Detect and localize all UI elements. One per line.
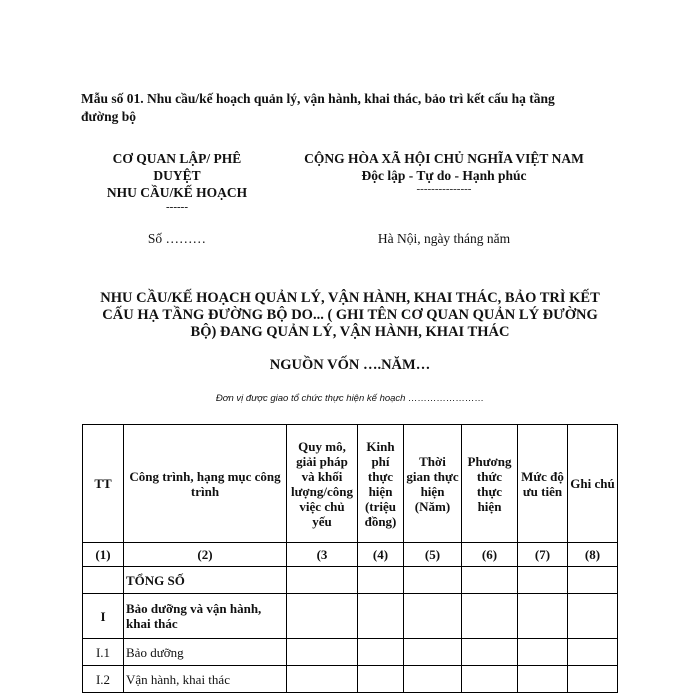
table-cell <box>518 594 568 639</box>
table-cell <box>287 594 358 639</box>
row-tt: I.2 <box>83 666 124 693</box>
column-number: (4) <box>358 543 404 567</box>
row-item: TỔNG SỐ <box>124 567 287 594</box>
main-title-line-1: NHU CẦU/KẾ HOẠCH QUẢN LÝ, VẬN HÀNH, KHAI THÁC, BẢO TRÌ KẾT <box>100 290 600 306</box>
table-cell <box>287 639 358 666</box>
main-title-line-2: CẤU HẠ TẦNG ĐƯỜNG BỘ DO... ( GHI TÊN CƠ QUAN QUẢN LÝ ĐƯỜNG <box>102 307 598 323</box>
place-date: Hà Nội, ngày tháng năm <box>377 231 511 246</box>
header-cost: Kinh phí thực hiện (triệu đồng) <box>358 425 404 543</box>
header-item: Công trình, hạng mục công trình <box>124 425 287 543</box>
table-cell <box>568 567 618 594</box>
national-motto: Độc lập - Tự do - Hạnh phúc <box>361 168 527 183</box>
row-item: Bảo dưỡng và vận hành, khai thác <box>124 594 287 639</box>
header-tt: TT <box>83 425 124 543</box>
motto-divider: --------------- <box>416 183 472 195</box>
column-number: (6) <box>462 543 518 567</box>
table-row <box>83 666 618 693</box>
row-item: Vận hành, khai thác <box>124 666 287 693</box>
column-number-row <box>83 543 618 567</box>
header-priority: Mức độ ưu tiên <box>518 425 568 543</box>
table-cell <box>358 639 404 666</box>
table-cell <box>462 594 518 639</box>
table-cell <box>518 639 568 666</box>
table-cell <box>568 639 618 666</box>
column-number: (3 <box>287 543 358 567</box>
table-cell <box>358 594 404 639</box>
agency-line-1: CƠ QUAN LẬP/ PHÊ <box>112 151 242 166</box>
column-number: (8) <box>568 543 618 567</box>
table-cell <box>462 639 518 666</box>
header-time: Thời gian thực hiện (Năm) <box>404 425 462 543</box>
table-cell <box>568 594 618 639</box>
table-cell <box>462 567 518 594</box>
row-tt <box>83 567 124 594</box>
table-cell <box>358 567 404 594</box>
table-cell <box>462 666 518 693</box>
table-cell <box>518 567 568 594</box>
table-cell <box>404 594 462 639</box>
table-cell <box>568 666 618 693</box>
table-cell <box>404 666 462 693</box>
form-title-line-2: đường bộ <box>81 109 136 124</box>
table-cell <box>404 567 462 594</box>
main-title-line-3: BỘ) ĐANG QUẢN LÝ, VẬN HÀNH, KHAI THÁC <box>190 324 510 340</box>
table-cell <box>287 567 358 594</box>
capital-source-title: NGUỒN VỐN ….NĂM… <box>269 357 431 373</box>
table-cell <box>358 666 404 693</box>
agency-divider: ------ <box>166 201 188 213</box>
table-row <box>83 567 618 594</box>
header-method: Phương thức thực hiện <box>462 425 518 543</box>
agency-line-3: NHU CẦU/KẾ HOẠCH <box>106 185 248 200</box>
agency-line-2: DUYỆT <box>153 168 201 183</box>
row-tt: I.1 <box>83 639 124 666</box>
table-cell <box>404 639 462 666</box>
document-number: Số ……… <box>147 231 207 246</box>
header-scope: Quy mô, giải pháp và khối lượng/công việc chủ yếu <box>287 425 358 543</box>
table-row <box>83 594 618 639</box>
row-tt: I <box>83 594 124 639</box>
column-number: (7) <box>518 543 568 567</box>
table-cell <box>287 666 358 693</box>
column-number: (2) <box>124 543 287 567</box>
nation-name: CỘNG HÒA XÃ HỘI CHỦ NGHĨA VIỆT NAM <box>304 151 584 166</box>
form-title-line-1: Mẫu số 01. Nhu cầu/kế hoạch quản lý, vận hành, khai thác, bảo trì kết cấu hạ tầng <box>81 91 555 106</box>
column-number: (1) <box>83 543 124 567</box>
implementing-unit-note: Đơn vị được giao tổ chức thực hiện kế hoạch …………………… <box>215 393 485 404</box>
table-header-row <box>83 425 618 543</box>
table-cell <box>518 666 568 693</box>
table-row <box>83 639 618 666</box>
row-item: Bảo dưỡng <box>124 639 287 666</box>
plan-table <box>82 424 618 693</box>
header-note: Ghi chú <box>568 425 618 543</box>
column-number: (5) <box>404 543 462 567</box>
